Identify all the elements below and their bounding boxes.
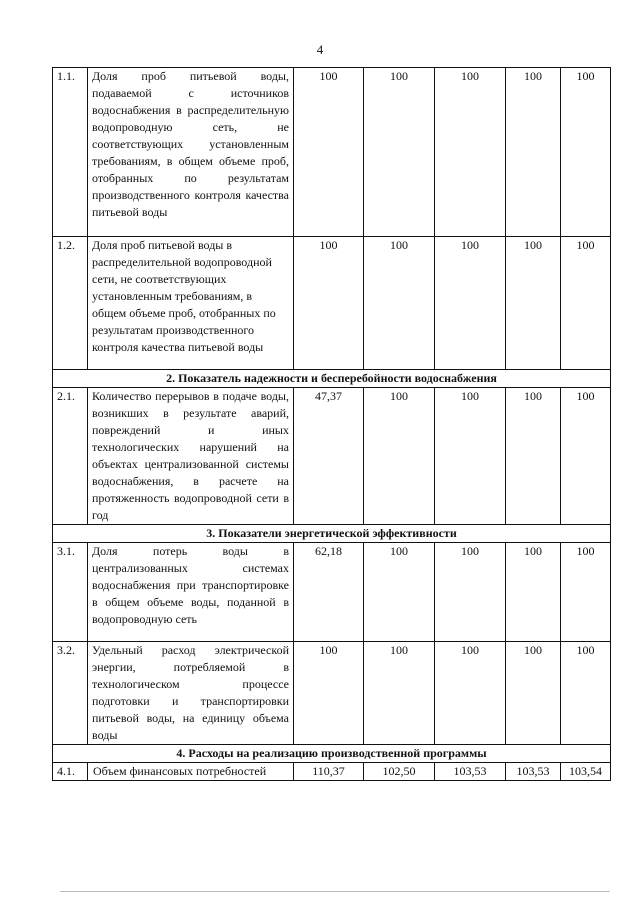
table-row [53,763,611,781]
row-number: 3.2. [53,642,88,745]
row-number: 4.1. [53,763,88,781]
value-cell: 100 [294,237,364,370]
section-title: 2. Показатель надежности и бесперебойности водоснабжения [53,370,611,388]
table-row [53,68,611,237]
table-row [53,543,611,642]
value-cell: 100 [364,543,435,642]
value-cell: 100 [294,642,364,745]
table-row [53,642,611,745]
value-cell: 100 [435,543,506,642]
section-title: 4. Расходы на реализацию производственной программы [53,745,611,763]
value-cell: 100 [506,68,561,237]
row-number: 1.1. [53,68,88,237]
value-cell: 100 [435,388,506,525]
value-cell: 100 [364,388,435,525]
row-description: Количество перерывов в подаче воды, возникших в результате аварий, повреждений и иных технологических нарушений на объектах централизованной системы водоснабжения, в расчете на протяженность водопроводной сети в год [88,388,294,525]
row-description: Удельный расход электрической энергии, потребляемой в технологическом процессе подготовки и транспортировки питьевой воды, на единицу объема воды [88,642,294,745]
value-cell: 100 [364,237,435,370]
row-description: Доля проб питьевой воды, подаваемой с источников водоснабжения в распределительную водопроводную сеть, не соответствующих установленным требованиям, в общем объеме проб, отобранных по результатам производственного контроля качества питьевой воды [88,68,294,237]
section-header [53,745,611,763]
value-cell: 47,37 [294,388,364,525]
row-number: 2.1. [53,388,88,525]
row-description: Доля потерь воды в централизованных системах водоснабжения при транспортировке в общем объеме воды, поданной в водопроводную сеть [88,543,294,642]
value-cell: 103,53 [506,763,561,781]
value-cell: 100 [435,237,506,370]
row-number: 3.1. [53,543,88,642]
value-cell: 100 [561,68,611,237]
row-description: Объем финансовых потребностей [88,763,294,781]
row-number: 1.2. [53,237,88,370]
table-row [53,388,611,525]
value-cell: 100 [435,642,506,745]
section-header [53,370,611,388]
row-description: Доля проб питьевой воды в распределительной водопроводной сети, не соответствующих установленным требованиям, в общем объеме проб, отобранных по результатам производственного контроля качества питьевой воды [88,237,294,370]
page-bottom-edge [60,891,610,892]
value-cell: 100 [506,543,561,642]
section-header [53,525,611,543]
value-cell: 100 [506,388,561,525]
value-cell: 100 [561,543,611,642]
value-cell: 100 [364,642,435,745]
value-cell: 110,37 [294,763,364,781]
value-cell: 100 [561,642,611,745]
value-cell: 103,54 [561,763,611,781]
value-cell: 100 [506,237,561,370]
page-number: 4 [316,42,324,57]
value-cell: 100 [506,642,561,745]
section-title: 3. Показатели энергетической эффективности [53,525,611,543]
value-cell: 100 [435,68,506,237]
value-cell: 100 [561,237,611,370]
value-cell: 102,50 [364,763,435,781]
indicators-table [52,67,611,781]
value-cell: 103,53 [435,763,506,781]
table-row [53,237,611,370]
value-cell: 62,18 [294,543,364,642]
value-cell: 100 [364,68,435,237]
value-cell: 100 [561,388,611,525]
value-cell: 100 [294,68,364,237]
